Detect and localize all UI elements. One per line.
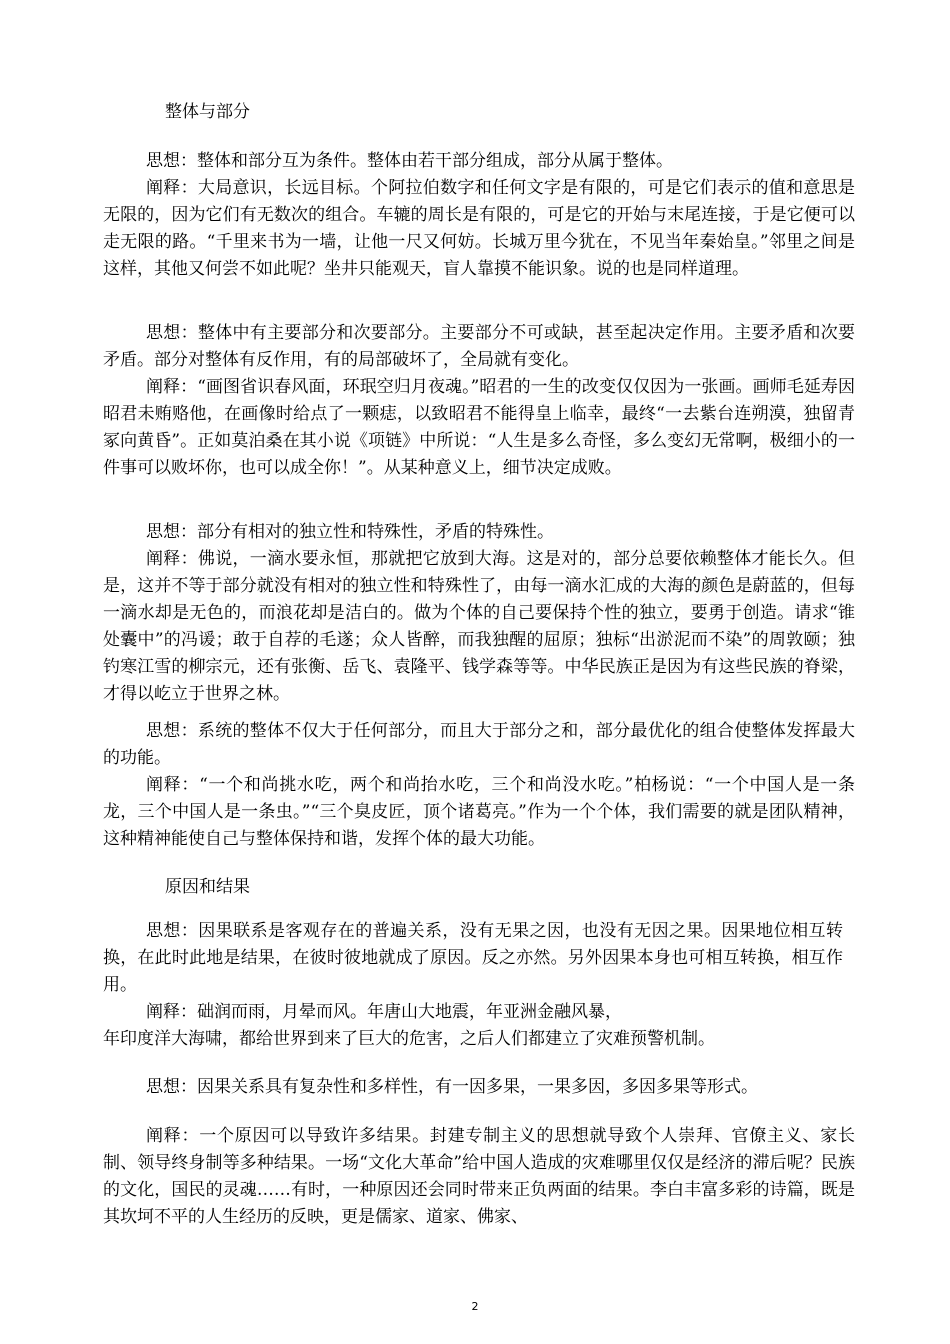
section-heading-cause-and-effect: 原因和结果 <box>165 877 250 897</box>
paragraph-thought-5: 思想：因果联系是客观存在的普遍关系，没有无果之因，也没有无因之果。因果地位相互转换，在此时此地是结果，在彼时彼地就成了原因。反之亦然。另外因果本身也可相互转换，相互作用。 <box>103 921 843 995</box>
paragraph-explanation-4: 阐释：“一个和尚挑水吃，两个和尚抬水吃，三个和尚没水吃。”柏杨说：“一个中国人是一条龙，三个中国人是一条虫。”“三个臭皮匠，顶个诸葛亮。”作为一个个体，我们需要的就是团队精神，这种精神能使自己与整体保持和谐，发挥个体的最大功能。 <box>103 775 855 849</box>
paragraph-thought-4: 思想：系统的整体不仅大于任何部分，而且大于部分之和，部分最优化的组合使整体发挥最大的功能。 <box>103 721 855 768</box>
paragraph-thought-2: 思想：整体中有主要部分和次要部分。主要部分不可或缺，甚至起决定作用。主要矛盾和次要矛盾。部分对整体有反作用，有的局部破坏了，全局就有变化。 <box>103 323 855 370</box>
paragraph-thought-3: 思想：部分有相对的独立性和特殊性，矛盾的特殊性。 <box>146 522 554 542</box>
page-number: 2 <box>471 1300 479 1313</box>
paragraph-thought-1: 思想：整体和部分互为条件。整体由若干部分组成，部分从属于整体。 <box>146 151 673 171</box>
paragraph-explanation-1: 阐释：大局意识，长远目标。个阿拉伯数字和任何文字是有限的，可是它们表示的值和意思是无限的，因为它们有无数次的组合。车辘的周长是有限的，可是它的开始与末尾连接，于是它便可以走无限的路。“千里来书为一墙，让他一尺又何妨。长城万里今犹在，不见当年秦始皇。”邻里之间是这样，其他又何尝不如此呢？坐井只能观天，盲人靠摸不能识象。说的也是同样道理。 <box>103 178 855 279</box>
paragraph-explanation-6: 阐释：一个原因可以导致许多结果。封建专制主义的思想就导致个人崇拜、官僚主义、家长制、领导终身制等多种结果。一场“文化大革命”给中国人造成的灾难哪里仅仅是经济的滞后呢？民族的文化，国民的灵魂……有时，一种原因还会同时带来正负两面的结果。李白丰富多彩的诗篇，既是其坎坷不平的人生经历的反映，更是儒家、道家、佛家、 <box>103 1126 855 1227</box>
paragraph-thought-6: 思想：因果关系具有复杂性和多样性，有一因多果，一果多因，多因多果等形式。 <box>146 1077 758 1097</box>
paragraph-explanation-3: 阐释：佛说，一滴水要永恒，那就把它放到大海。这是对的，部分总要依赖整体才能长久。但是，这并不等于部分就没有相对的独立性和特殊性了，由每一滴水汇成的大海的颜色是蔚蓝的，但每一滴水却是无色的，而浪花却是洁白的。做为个体的自己要保持个性的独立，要勇于创造。请求“锥处囊中”的冯谖；敢于自荐的毛遂；众人皆醉，而我独醒的屈原；独标“出淤泥而不染”的周敦颐；独钓寒江雪的柳宗元，还有张衡、岳飞、袁隆平、钱学森等等。中华民族正是因为有这些民族的脊梁，才得以屹立于世界之林。 <box>103 549 855 704</box>
paragraph-explanation-5: 阐释：础润而雨，月晕而风。年唐山大地震，年亚洲金融风暴， <box>146 1002 622 1022</box>
section-heading-whole-and-part: 整体与部分 <box>165 102 250 122</box>
paragraph-explanation-5-continued: 年印度洋大海啸，都给世界到来了巨大的危害，之后人们都建立了灾难预警机制。 <box>103 1029 715 1049</box>
paragraph-explanation-2: 阐释：“画图省识春风面，环珉空归月夜魂。”昭君的一生的改变仅仅因为一张画。画师毛延寿因昭君未贿赂他，在画像时给点了一颗痣，以致昭君不能得皇上临幸，最终“一去紫台连朔漠，独留青冢向黄昏”。正如莫泊桑在其小说《项链》中所说：“人生是多么奇怪，多么变幻无常啊，极细小的一件事可以败坏你，也可以成全你！”。从某种意义上，细节决定成败。 <box>103 377 855 478</box>
